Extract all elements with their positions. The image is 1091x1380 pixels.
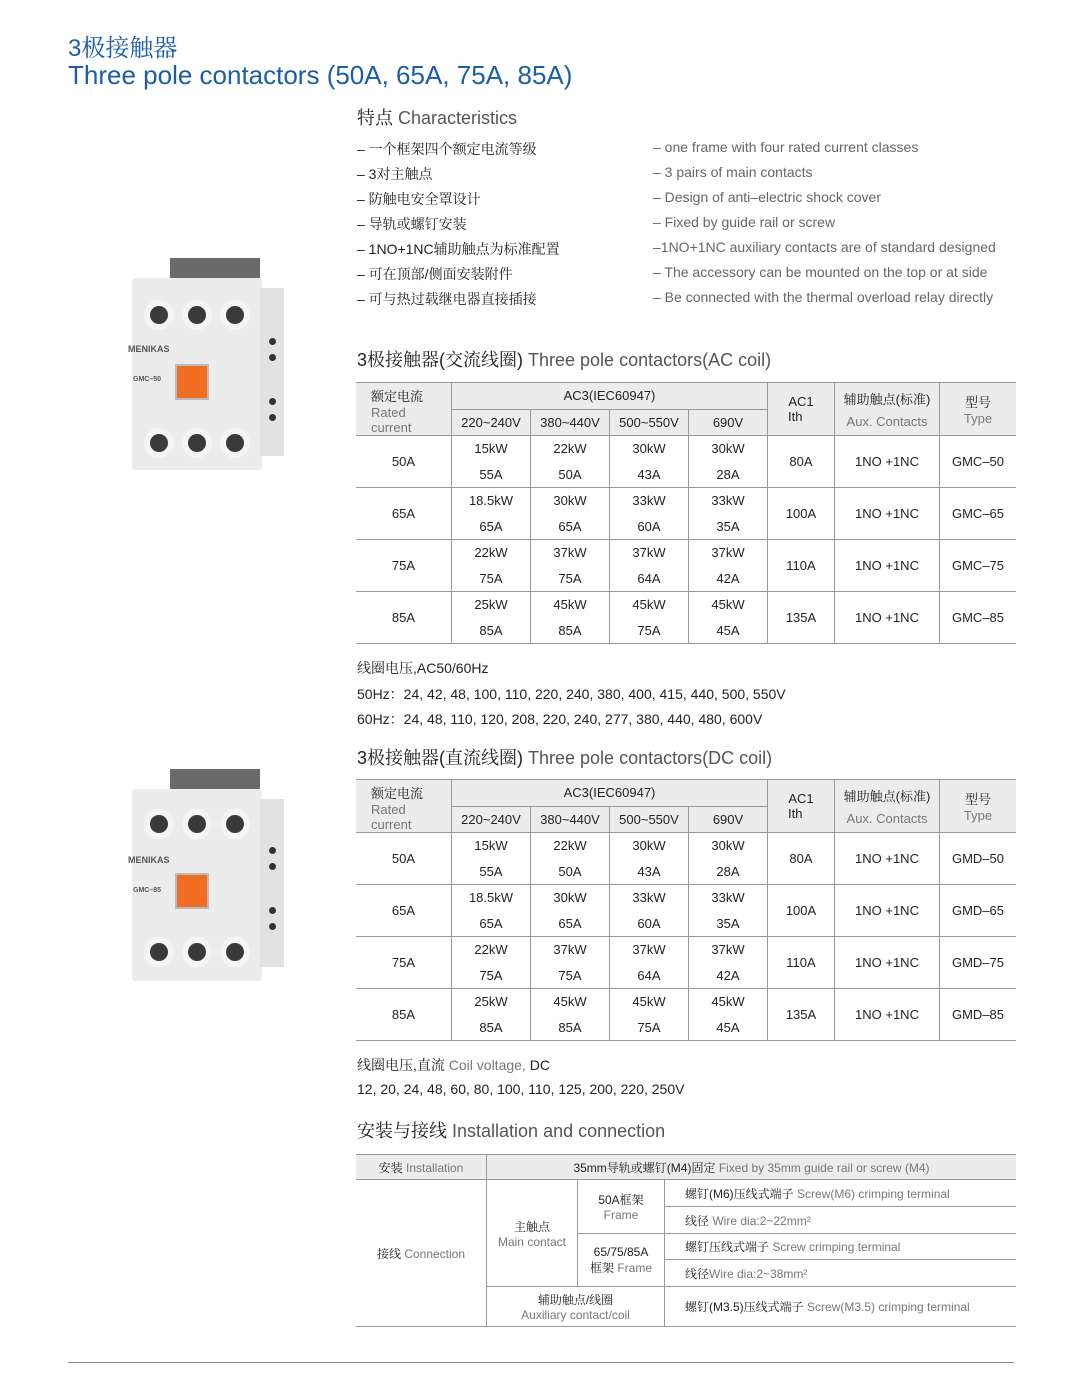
header-voltage-1: 220~240V <box>452 409 531 436</box>
header-rated-current <box>356 383 452 436</box>
header-type-en: Type <box>963 808 993 823</box>
ac1-ith-cell: 100A <box>768 885 835 937</box>
characteristic-item-en: – one frame with four rated current classes <box>653 139 919 155</box>
header-ac1 <box>768 780 835 833</box>
installation-heading <box>357 1117 665 1143</box>
power-kw-cell: 37kW <box>610 937 689 963</box>
dc-coil-values: 12, 20, 24, 48, 60, 80, 100, 110, 125, 200, 220, 250V <box>357 1081 685 1097</box>
power-kw-cell: 37kW <box>689 937 768 963</box>
power-kw-cell: 45kW <box>531 592 610 618</box>
current-a-cell: 75A <box>531 566 610 592</box>
header-voltage-3: 500~550V <box>610 806 689 833</box>
header-rated-en1: Rated <box>371 802 406 817</box>
header-voltage-2: 380~440V <box>531 409 610 436</box>
ac-coil-title: 线圈电压,AC50/60Hz <box>357 660 489 676</box>
current-a-cell: 75A <box>452 963 531 989</box>
ac1-ith-cell: 135A <box>768 989 835 1041</box>
header-rated-current <box>356 780 452 833</box>
header-voltage-2: 380~440V <box>531 806 610 833</box>
header-ac3: AC3(IEC60947) <box>452 780 768 807</box>
power-kw-cell: 37kW <box>531 540 610 566</box>
power-kw-cell: 30kW <box>531 885 610 911</box>
header-type <box>940 383 1017 436</box>
header-voltage-4: 690V <box>689 409 768 436</box>
dc-heading-en: Three pole contactors(DC coil) <box>528 748 773 768</box>
dc-coil-title-dc: DC <box>529 1057 550 1073</box>
header-type-en: Type <box>963 411 993 426</box>
aux-coil-label <box>487 1287 665 1327</box>
current-a-cell: 65A <box>452 514 531 540</box>
aux-contacts-cell: 1NO +1NC <box>835 592 940 644</box>
characteristic-item-cn: – 3对主触点 <box>357 166 433 182</box>
power-kw-cell: 45kW <box>610 989 689 1015</box>
aux-contacts-cell: 1NO +1NC <box>835 540 940 592</box>
auxiliary-block <box>260 288 284 456</box>
frame-50-terminal-en: Screw(M6) crimping terminal <box>797 1186 950 1201</box>
characteristic-item-en: – Be connected with the thermal overload relay directly <box>653 289 994 305</box>
frame-75-terminal-en: Screw crimping terminal <box>772 1240 901 1254</box>
power-kw-cell: 25kW <box>452 989 531 1015</box>
current-a-cell: 45A <box>689 1015 768 1041</box>
install-label <box>356 1155 487 1180</box>
table-row <box>356 833 1016 859</box>
characteristics-heading-en: Characteristics <box>398 108 518 128</box>
current-a-cell: 85A <box>531 1015 610 1041</box>
characteristic-item-en: – The accessory can be mounted on the top or at side <box>653 264 988 280</box>
header-ith-label: Ith <box>788 806 803 821</box>
connection-row <box>356 1180 1016 1207</box>
header-aux <box>835 383 940 436</box>
dc-coil-title <box>357 1055 550 1075</box>
aux-screw-icon <box>269 414 276 421</box>
table-header-row <box>356 383 1016 410</box>
table-row <box>356 488 1016 514</box>
aux-screw-icon <box>269 907 276 914</box>
connection-label <box>356 1180 487 1327</box>
current-a-cell: 64A <box>610 963 689 989</box>
header-type <box>940 780 1017 833</box>
type-cell: GMD–85 <box>940 989 1017 1041</box>
main-contact-label <box>487 1180 578 1287</box>
current-a-cell: 60A <box>610 514 689 540</box>
rated-current-cell: 75A <box>356 540 452 592</box>
ac-spec-table <box>356 382 1016 644</box>
ac1-ith-cell: 135A <box>768 592 835 644</box>
install-value-en: Fixed by 35mm guide rail or screw (M4) <box>718 1160 930 1175</box>
header-voltage-4: 690V <box>689 806 768 833</box>
header-aux <box>835 780 940 833</box>
header-ac3: AC3(IEC60947) <box>452 383 768 410</box>
header-rated-en2: current <box>371 420 412 435</box>
characteristics-list-cn <box>357 139 560 314</box>
header-aux-en: Aux. Contacts <box>846 811 928 826</box>
frame-50-label <box>578 1180 665 1234</box>
power-kw-cell: 45kW <box>531 989 610 1015</box>
power-kw-cell: 30kW <box>689 833 768 859</box>
ac-coil-60hz: 60Hz：24, 48, 110, 120, 208, 220, 240, 277, 380, 440, 480, 600V <box>357 711 763 727</box>
type-cell: GMC–85 <box>940 592 1017 644</box>
characteristic-item-en: – Design of anti–electric shock cover <box>653 189 881 205</box>
ac-coil-50hz: 50Hz：24, 42, 48, 100, 110, 220, 240, 380, 400, 415, 440, 500, 550V <box>357 686 786 702</box>
header-type-cn: 型号 <box>964 395 991 410</box>
terminal-screw-icon <box>226 943 244 961</box>
table-header-row <box>356 780 1016 807</box>
power-kw-cell: 37kW <box>531 937 610 963</box>
model-label: GMC–50 <box>133 376 162 383</box>
ac-heading-en: Three pole contactors(AC coil) <box>528 350 772 370</box>
aux-screw-icon <box>269 847 276 854</box>
ac1-ith-cell: 80A <box>768 436 835 488</box>
aux-screw-icon <box>269 338 276 345</box>
auxiliary-block <box>260 799 284 967</box>
power-kw-cell: 33kW <box>689 885 768 911</box>
current-a-cell: 42A <box>689 566 768 592</box>
current-a-cell: 55A <box>452 859 531 885</box>
power-kw-cell: 30kW <box>610 833 689 859</box>
current-a-cell: 75A <box>452 566 531 592</box>
frame-50-wire-en: Wire dia:2~22mm² <box>712 1213 811 1228</box>
terminal-screw-icon <box>150 815 168 833</box>
main-contact-en: Main contact <box>497 1234 567 1249</box>
power-kw-cell: 45kW <box>610 592 689 618</box>
rated-current-cell: 85A <box>356 989 452 1041</box>
characteristic-item-cn: – 可在顶部/侧面安装附件 <box>357 266 513 282</box>
current-a-cell: 75A <box>610 618 689 644</box>
characteristic-item-en: – 3 pairs of main contacts <box>653 164 813 180</box>
ac1-ith-cell: 110A <box>768 540 835 592</box>
contactor-dc-image <box>120 769 290 984</box>
rated-current-cell: 50A <box>356 833 452 885</box>
power-kw-cell: 22kW <box>452 540 531 566</box>
type-cell: GMC–75 <box>940 540 1017 592</box>
aux-coil-cn: 辅助触点/线圈 <box>537 1293 614 1307</box>
aux-contacts-cell: 1NO +1NC <box>835 937 940 989</box>
characteristic-item-cn: – 1NO+1NC辅助触点为标准配置 <box>357 241 560 257</box>
current-a-cell: 85A <box>452 1015 531 1041</box>
header-rated-cn: 额定电流 <box>371 786 424 801</box>
power-kw-cell: 30kW <box>689 436 768 462</box>
frame-75-wire-en: Wire dia:2~38mm² <box>709 1266 808 1281</box>
current-a-cell: 75A <box>531 963 610 989</box>
power-kw-cell: 37kW <box>610 540 689 566</box>
header-ith-label: Ith <box>788 409 803 424</box>
main-contact-cn: 主触点 <box>513 1219 550 1234</box>
aux-contacts-cell: 1NO +1NC <box>835 488 940 540</box>
aux-coil-terminal <box>665 1287 1017 1327</box>
power-kw-cell: 30kW <box>610 436 689 462</box>
current-a-cell: 75A <box>610 1015 689 1041</box>
table-row <box>356 885 1016 911</box>
current-a-cell: 85A <box>452 618 531 644</box>
characteristic-item-en: –1NO+1NC auxiliary contacts are of standard designed <box>653 239 996 255</box>
frame-75-terminal-cn: 螺钉压线式端子 <box>685 1240 770 1254</box>
power-kw-cell: 30kW <box>531 488 610 514</box>
aux-coil-en: Auxiliary contact/coil <box>521 1308 630 1322</box>
install-label-cn: 安装 <box>378 1160 403 1175</box>
aux-screw-icon <box>269 863 276 870</box>
page-title-en: Three pole contactors (50A, 65A, 75A, 85A) <box>68 60 573 90</box>
aux-screw-icon <box>269 354 276 361</box>
current-a-cell: 45A <box>689 618 768 644</box>
terminal-screw-icon <box>226 434 244 452</box>
current-a-cell: 42A <box>689 963 768 989</box>
characteristics-list-en <box>653 139 996 314</box>
characteristic-item-cn: – 导轨或螺钉安装 <box>357 216 467 232</box>
frame-75-terminal <box>665 1234 1017 1260</box>
frame-50-wire-cn: 线径 <box>685 1213 710 1228</box>
current-a-cell: 43A <box>610 462 689 488</box>
characteristics-heading-cn: 特点 <box>357 108 393 128</box>
dc-spec-table <box>356 779 1016 1041</box>
ac1-ith-cell: 110A <box>768 937 835 989</box>
power-kw-cell: 33kW <box>610 885 689 911</box>
header-voltage-1: 220~240V <box>452 806 531 833</box>
frame-50-cn: 50A框架 <box>598 1193 644 1207</box>
rated-current-cell: 50A <box>356 436 452 488</box>
power-kw-cell: 45kW <box>689 592 768 618</box>
type-cell: GMC–65 <box>940 488 1017 540</box>
rated-current-cell: 75A <box>356 937 452 989</box>
header-rated-cn: 额定电流 <box>371 389 424 404</box>
frame-50-terminal <box>665 1180 1017 1207</box>
rated-current-cell: 85A <box>356 592 452 644</box>
type-cell: GMD–50 <box>940 833 1017 885</box>
dc-coil-title-en: Coil voltage, <box>448 1057 526 1073</box>
current-a-cell: 65A <box>531 514 610 540</box>
current-a-cell: 55A <box>452 462 531 488</box>
ac-heading <box>357 346 771 372</box>
type-cell: GMD–75 <box>940 937 1017 989</box>
frame-50-terminal-cn: 螺钉(M6)压线式端子 <box>685 1186 794 1201</box>
aux-coil-terminal-cn: 螺钉(M3.5)压线式端子 <box>685 1300 804 1314</box>
header-type-cn: 型号 <box>964 792 991 807</box>
characteristics-heading <box>357 104 517 130</box>
current-a-cell: 64A <box>610 566 689 592</box>
brand-label: MENIKAS <box>128 855 170 865</box>
frame-75-wire-cn: 线径 <box>685 1266 710 1281</box>
terminal-screw-icon <box>150 306 168 324</box>
terminal-screw-icon <box>188 943 206 961</box>
header-rated-en1: Rated <box>371 405 406 420</box>
current-a-cell: 28A <box>689 859 768 885</box>
terminal-screw-icon <box>150 943 168 961</box>
dc-heading-cn: 3极接触器(直流线圈) <box>357 748 523 768</box>
frame-75-label <box>578 1234 665 1287</box>
dc-heading <box>357 744 772 770</box>
power-kw-cell: 25kW <box>452 592 531 618</box>
contactor-ac-image <box>120 258 290 473</box>
power-kw-cell: 22kW <box>531 436 610 462</box>
current-a-cell: 35A <box>689 514 768 540</box>
aux-screw-icon <box>269 923 276 930</box>
power-kw-cell: 33kW <box>689 488 768 514</box>
header-aux-en: Aux. Contacts <box>846 414 928 429</box>
dc-coil-title-cn: 线圈电压,直流 <box>357 1057 445 1073</box>
aux-contacts-cell: 1NO +1NC <box>835 833 940 885</box>
power-kw-cell: 18.5kW <box>452 885 531 911</box>
aux-coil-terminal-en: Screw(M3.5) crimping terminal <box>807 1300 970 1314</box>
page-title-cn: 3极接触器 <box>68 35 178 62</box>
header-ac1-label: AC1 <box>788 791 814 806</box>
aux-screw-icon <box>269 398 276 405</box>
header-aux-cn: 辅助触点(标准) <box>843 789 931 804</box>
install-value-cn: 35mm导轨或螺钉(M4)固定 <box>573 1160 716 1175</box>
power-kw-cell: 15kW <box>452 436 531 462</box>
frame-75-cn1: 65/75/85A <box>593 1244 649 1259</box>
header-voltage-3: 500~550V <box>610 409 689 436</box>
power-kw-cell: 18.5kW <box>452 488 531 514</box>
indicator-window <box>175 873 209 909</box>
frame-75-en: Frame <box>617 1260 653 1275</box>
ac-heading-cn: 3极接触器(交流线圈) <box>357 350 523 370</box>
install-label-en: Installation <box>405 1160 464 1175</box>
table-row <box>356 540 1016 566</box>
ac1-ith-cell: 100A <box>768 488 835 540</box>
power-kw-cell: 22kW <box>452 937 531 963</box>
aux-contacts-cell: 1NO +1NC <box>835 436 940 488</box>
installation-heading-en: Installation and connection <box>452 1121 666 1141</box>
current-a-cell: 65A <box>531 911 610 937</box>
connection-label-en: Connection <box>404 1246 466 1261</box>
header-rated-en2: current <box>371 817 412 832</box>
table-row <box>356 989 1016 1015</box>
terminal-screw-icon <box>188 815 206 833</box>
current-a-cell: 50A <box>531 859 610 885</box>
terminal-screw-icon <box>226 815 244 833</box>
table-row <box>356 436 1016 462</box>
type-cell: GMC–50 <box>940 436 1017 488</box>
power-kw-cell: 15kW <box>452 833 531 859</box>
indicator-window <box>175 364 209 400</box>
characteristic-item-en: – Fixed by guide rail or screw <box>653 214 836 230</box>
contactor-top-bar <box>170 769 260 789</box>
header-ac1 <box>768 383 835 436</box>
terminal-screw-icon <box>150 434 168 452</box>
current-a-cell: 28A <box>689 462 768 488</box>
installation-heading-cn: 安装与接线 <box>357 1121 447 1141</box>
aux-contacts-cell: 1NO +1NC <box>835 989 940 1041</box>
terminal-screw-icon <box>188 434 206 452</box>
terminal-screw-icon <box>226 306 244 324</box>
current-a-cell: 85A <box>531 618 610 644</box>
installation-row <box>356 1155 1016 1180</box>
connection-label-cn: 接线 <box>376 1246 401 1261</box>
characteristic-item-cn: – 可与热过载继电器直接插接 <box>357 291 537 307</box>
table-row <box>356 937 1016 963</box>
power-kw-cell: 37kW <box>689 540 768 566</box>
table-row <box>356 592 1016 618</box>
power-kw-cell: 45kW <box>689 989 768 1015</box>
characteristic-item-cn: – 防触电安全罩设计 <box>357 191 481 207</box>
power-kw-cell: 22kW <box>531 833 610 859</box>
rated-current-cell: 65A <box>356 488 452 540</box>
frame-75-cn2: 框架 <box>589 1260 614 1275</box>
model-label: GMC–85 <box>133 887 162 894</box>
aux-contacts-cell: 1NO +1NC <box>835 885 940 937</box>
power-kw-cell: 33kW <box>610 488 689 514</box>
header-aux-cn: 辅助触点(标准) <box>843 392 931 407</box>
current-a-cell: 60A <box>610 911 689 937</box>
ac1-ith-cell: 80A <box>768 833 835 885</box>
characteristic-item-cn: – 一个框架四个额定电流等级 <box>357 141 537 157</box>
current-a-cell: 43A <box>610 859 689 885</box>
brand-label: MENIKAS <box>128 344 170 354</box>
contactor-top-bar <box>170 258 260 278</box>
header-ac1-label: AC1 <box>788 394 814 409</box>
installation-table <box>356 1154 1016 1327</box>
frame-50-wire <box>665 1207 1017 1234</box>
terminal-screw-icon <box>188 306 206 324</box>
current-a-cell: 50A <box>531 462 610 488</box>
frame-75-wire <box>665 1260 1017 1287</box>
current-a-cell: 65A <box>452 911 531 937</box>
frame-50-en: Frame <box>603 1208 639 1222</box>
install-value <box>487 1155 1017 1180</box>
type-cell: GMD–65 <box>940 885 1017 937</box>
rated-current-cell: 65A <box>356 885 452 937</box>
footer-divider <box>68 1362 1014 1363</box>
current-a-cell: 35A <box>689 911 768 937</box>
